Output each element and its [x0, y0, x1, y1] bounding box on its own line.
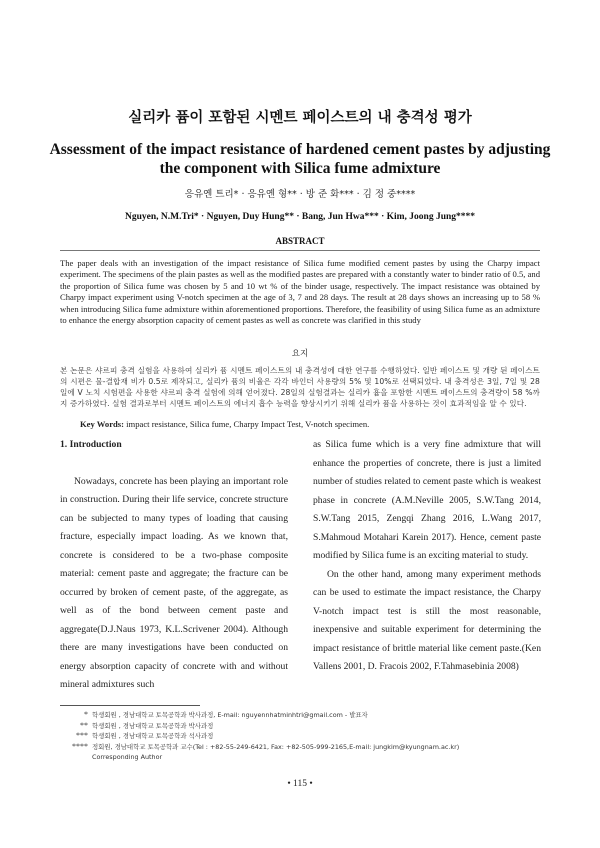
footnotes — [60, 710, 540, 763]
title-korean: 실리카 퓸이 포함된 시멘트 페이스트의 내 충격성 평가 — [128, 110, 472, 126]
authors-english: Nguyen, N.M.Tri* · Nguyen, Duy Hung** · Bang, Jun Hwa*** · Kim, Joong Jung**** — [124, 212, 476, 222]
abstract-divider — [60, 250, 540, 251]
footnote: * 학생회원 , 경남대학교 토목공학과 박사과정, E-mail: nguyennhatminhtri@gmail.com - 발표자 — [84, 710, 368, 719]
right-column — [313, 436, 541, 677]
section-heading-introduction: 1. Introduction — [60, 439, 122, 450]
summary-heading: 요지 — [291, 349, 309, 359]
footnote: **** 정회원, 경남대학교 토목공학과 교수(Tel : +82-55-249-6421, Fax: +82-505-999-2165,E-mail: jungkim@kyungnam.ac.kr) — [72, 741, 460, 751]
authors-korean: 응유옌 트리* · 응유옌 형** · 방 준 화*** · 김 정 중**** — [184, 189, 416, 200]
footnote: *** 학생회원 , 경남대학교 토목공학과 석사과정 — [76, 731, 214, 741]
keywords-label: Key Words: — [80, 419, 125, 429]
title-english: Assessment of the impact resistance of hardened cement pastes by adjusting the component with Silica fume admixture — [49, 141, 551, 177]
intro-paragraph-3: On the other hand, among many experiment methods can be used to estimate the impact resistance, the Charpy V-notch impact test is still the most reasonable, inexpensive and suitable experiment for determining the impact resistance of brittle material like cement paste.(Ken Vallens 2001, D. Fracois 2002, F.Tahmasebinia 2008) — [313, 568, 541, 672]
intro-paragraph-1: Nowadays, concrete has been playing an important role in construction. During their life service, concrete structure can be subjected to many types of loading that causing fracture, especially impact loading. As we known that, concrete is considered to be a two-phase composite material: cement paste and aggregate; the fracture can be occurred by broken of cement paste, of the aggregate, as well as of the bond between cement paste and aggregate(D.J.Naus 1973, K.L.Scrivener 2004). Although there are many investigations have been conducted on energy absorption capacity of concrete with and without mineral admixtures such — [60, 475, 288, 690]
intro-paragraph-2: as Silica fume which is a very fine admixture that will enhance the properties of concrete, there is just a limited number of studies related to cement paste which is weakest phase in concrete (A.M.Neville 2005, S.W.Tang 2014, S.W.Tang 2015, Zengqi Zhang 2016, L.Wang 2017, S.Mahmoud Motahari Karein 2017). Hence, cement paste modified by Silica fume is an exciting material to study. — [313, 439, 541, 561]
footnote: Corresponding Author — [92, 753, 163, 762]
summary-text: 본 논문은 샤르피 충격 실험을 사용하여 실리카 퓸 시멘트 페이스트의 내 충격성에 대한 연구를 수행하였다. 일반 페이스트 및 개량 된 페이스트의 시편은 물-결합재 비가 0.5로 제작되고, 실리카 퓸의 비율은 각각 바인더 사용량의 5% 및 10%로 선택되었다. 내 충격성은 3일, 7일 및 28일에 V 노치 시험편을 사용한 샤르피 충격 실험에 의해 얻어졌다. 28일의 실험결과는 실리카 흄을 포함한 시멘트 페이스트의 충격량이 58 %까지 증가하였다. 실험 결과로부터 시멘트 페이스트의 에너지 흡수 능력을 향상시키기 위해 실리카 퓸을 사용하는 것이 효과적임을 알 수 있다. — [60, 366, 540, 409]
footnote-divider — [60, 705, 200, 706]
abstract-heading: ABSTRACT — [275, 236, 325, 246]
abstract-text: The paper deals with an investigation of the impact resistance of Silica fume modified cement pastes by using the Charpy impact experiment. The specimens of the plain pastes as well as the modified pastes are prepared with a constantly water to binder ratio of 0.5, and the proportion of Silica fume was chosen by 5 and 10 wt % of the binder usage, respectively. The impact resistance was obtained by Charpy impact experiment using V-notch specimen at the age of 3, 7 and 28 days. The result at 28 days shows an increasing up to 58 % when introducing Silica fume admixture within aforementioned proportions. Therefore, the feasibility of using Silica fume as an admixture to enhance the energy absorption capacity of cement pastes as well as concrete was clarified in this study — [60, 258, 540, 326]
keywords-text: impact resistance, Silica fume, Charpy Impact Test, V-notch specimen. — [124, 419, 370, 429]
keywords — [80, 419, 540, 429]
left-column — [60, 436, 288, 695]
page-number: • 115 • — [287, 779, 313, 789]
footnote: ** 학생회원 , 경남대학교 토목공학과 박사과정 — [80, 720, 214, 730]
